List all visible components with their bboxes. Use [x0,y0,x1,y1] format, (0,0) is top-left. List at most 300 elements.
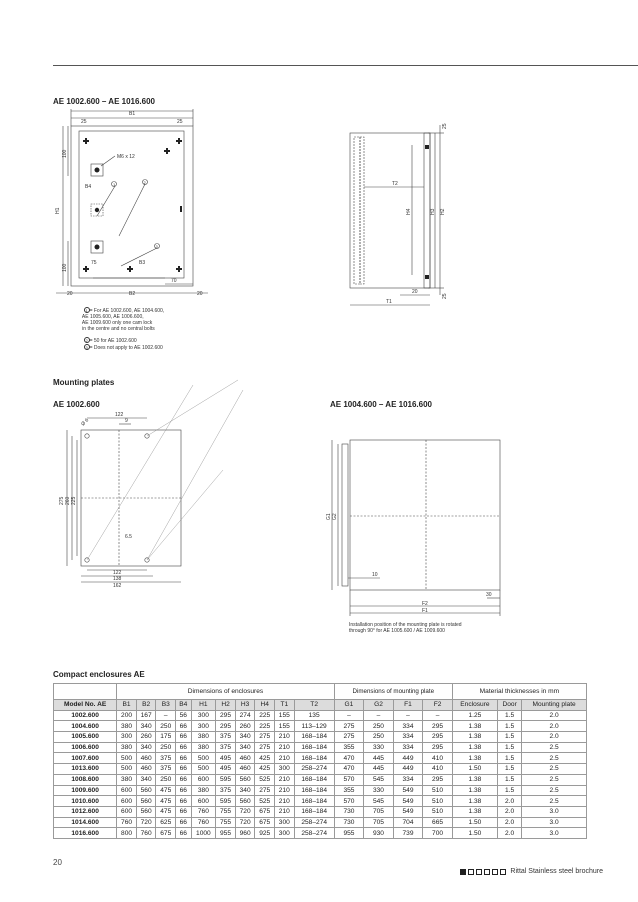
table-cell: 720 [235,817,255,828]
callout-2: 2 [143,180,146,185]
table-cell: 380 [191,785,216,796]
table-cell: 260 [136,732,156,743]
model-cell: 1006.600 [54,742,117,753]
table-cell: 380 [191,742,216,753]
table-cell: 549 [393,796,423,807]
dim-b3: B3 [139,260,146,266]
table-cell: 225 [255,721,275,732]
dim-162: 162 [113,583,122,589]
table-row [54,753,587,764]
table-cell: 380 [117,774,137,785]
model-cell: 1012.600 [54,806,117,817]
table-cell: 3.0 [522,806,587,817]
table-cell: 66 [176,742,191,753]
table-cell: 295 [423,721,453,732]
table-cell: 295 [423,774,453,785]
dim-70: 70 [171,278,177,284]
table-cell: 66 [176,796,191,807]
table-cell: 295 [216,721,236,732]
table-cell: 340 [136,742,156,753]
table-cell: 425 [255,764,275,775]
table-cell: 475 [156,785,176,796]
table-cell: 168–184 [294,796,334,807]
table-cell: 560 [235,796,255,807]
table-cell: 445 [364,764,394,775]
table-cell: 1.50 [452,764,497,775]
page-number: 20 [53,858,62,867]
table-cell: 2.0 [498,806,522,817]
dim-h4: H4 [406,208,412,215]
dim-122-top: 122 [115,412,124,418]
table-cell: 275 [255,785,275,796]
front-view-drawing [53,106,213,298]
table-cell: 260 [235,721,255,732]
table-cell: 3.0 [522,817,587,828]
column-header: B2 [136,700,156,711]
table-cell: 2.0 [498,828,522,839]
table-cell: 700 [423,828,453,839]
table-cell: 1.38 [452,721,497,732]
table-cell: 675 [255,817,275,828]
column-header: T2 [294,700,334,711]
table-row [54,721,587,732]
table-cell: 168–184 [294,742,334,753]
table-cell: 675 [156,828,176,839]
model-cell: 1010.600 [54,796,117,807]
table-cell: 210 [275,732,295,743]
table-cell: 210 [275,742,295,753]
column-header: H4 [255,700,275,711]
table-cell: 340 [235,742,255,753]
table-cell: 800 [117,828,137,839]
table-cell: 760 [117,817,137,828]
brand-square-icon [476,869,482,875]
dim-6-5: 6.5 [125,534,132,540]
table-cell: 375 [216,732,236,743]
column-header: G2 [364,700,394,711]
table-cell: 300 [191,710,216,721]
table-cell: 3.0 [522,828,587,839]
model-cell: 1005.600 [54,732,117,743]
table-cell: 570 [334,796,364,807]
column-header: F1 [393,700,423,711]
dim-20-right: 20 [197,291,203,297]
table-cell: 704 [393,817,423,828]
table-cell: 570 [334,774,364,785]
table-cell: 295 [216,710,236,721]
table-cell: 410 [423,753,453,764]
table-cell: 330 [364,742,394,753]
dim-t1: T1 [386,299,392,305]
table-cell: 155 [275,721,295,732]
table-cell: 475 [156,806,176,817]
group-blank [54,684,117,700]
table-cell: 113–129 [294,721,334,732]
table-cell: 730 [334,806,364,817]
column-header: T1 [275,700,295,711]
table-cell: 760 [191,817,216,828]
table-cell: 760 [191,806,216,817]
table-row [54,742,587,753]
table-cell: 955 [334,828,364,839]
table-cell: 595 [216,774,236,785]
table-cell: 66 [176,828,191,839]
table-cell: 375 [156,753,176,764]
dim-100-top: 100 [62,149,68,158]
table-cell: 720 [136,817,156,828]
table-cell: 460 [136,753,156,764]
table-cell: 1.38 [452,785,497,796]
table-cell: 510 [423,785,453,796]
dim-20-side: 20 [412,289,418,295]
table-cell: 449 [393,764,423,775]
table-cell: 275 [255,732,275,743]
table-cell: 449 [393,753,423,764]
group-header-mounting: Dimensions of mounting plate [334,684,452,700]
table-cell: 1.38 [452,796,497,807]
column-header: B4 [176,700,191,711]
table-cell: 1.50 [452,828,497,839]
table-cell: 1.5 [498,742,522,753]
table-cell: 375 [216,742,236,753]
table-cell: 300 [191,721,216,732]
table-cell: 66 [176,817,191,828]
table-cell: 2.5 [522,753,587,764]
model-cell: 1008.600 [54,774,117,785]
dim-h2: H2 [440,208,446,215]
label-m6: M6 x 12 [117,154,135,160]
table-cell: 2.0 [522,732,587,743]
table-row [54,710,587,721]
section-title-compact-enclosures: Compact enclosures AE [53,670,145,679]
table-cell: 1.5 [498,732,522,743]
table-cell: 275 [255,742,275,753]
callout-1: 1 [113,182,116,187]
table-cell: 300 [275,764,295,775]
table-cell: 340 [136,721,156,732]
dim-d6: Ø 6 [80,417,91,428]
mounting-plate-large-drawing [322,430,512,625]
dim-75: 75 [91,260,97,266]
table-cell: 340 [136,774,156,785]
dim-b1: B1 [129,111,136,117]
table-cell: 250 [156,742,176,753]
dim-25-bottom: 25 [442,293,448,299]
table-cell: 210 [275,785,295,796]
table-cell: 135 [294,710,334,721]
table-cell: 510 [423,796,453,807]
table-cell: 1.38 [452,774,497,785]
table-cell: 1.38 [452,753,497,764]
note-1-mark: 1 [85,308,88,313]
table-row [54,806,587,817]
table-cell: 2.0 [522,710,587,721]
table-cell: 930 [364,828,394,839]
table-cell: 295 [423,732,453,743]
table-cell: 445 [364,753,394,764]
dim-275: 275 [59,496,65,505]
table-cell: 300 [275,828,295,839]
table-cell: 925 [255,828,275,839]
table-cell: – [393,710,423,721]
table-cell: 720 [235,806,255,817]
table-cell: 545 [364,796,394,807]
group-header-enclosure: Dimensions of enclosures [117,684,334,700]
table-cell: 960 [235,828,255,839]
table-cell: 600 [117,796,137,807]
note-3 [78,338,163,357]
dim-122-bottom: 122 [113,570,122,576]
table-cell: 1.5 [498,774,522,785]
table-cell: 2.5 [522,785,587,796]
table-cell: 250 [156,721,176,732]
table-cell: 340 [235,732,255,743]
dim-25-right: 25 [177,119,183,125]
table-cell: 275 [334,721,364,732]
column-header: B1 [117,700,137,711]
column-header: G1 [334,700,364,711]
table-cell: 66 [176,721,191,732]
table-cell: 1.38 [452,806,497,817]
table-cell: 355 [334,785,364,796]
dim-b2: B2 [129,291,136,297]
table-cell: 1.38 [452,742,497,753]
table-cell: 705 [364,806,394,817]
table-row [54,828,587,839]
table-cell: 470 [334,753,364,764]
table-cell: 2.0 [498,796,522,807]
table-cell: 66 [176,774,191,785]
table-cell: 155 [275,710,295,721]
table-cell: 1.5 [498,785,522,796]
brand-square-icon [500,869,506,875]
dim-g1: G1 [326,513,332,520]
table-cell: 1.50 [452,817,497,828]
table-cell: 560 [136,785,156,796]
table-cell: 600 [191,774,216,785]
table-cell: 210 [275,774,295,785]
table-cell: 1.38 [452,732,497,743]
table-cell: 545 [364,774,394,785]
model-cell: 1002.600 [54,710,117,721]
table-row [54,764,587,775]
table-cell: 1.5 [498,753,522,764]
dim-t2: T2 [392,181,398,187]
table-cell: 200 [117,710,137,721]
dim-f1: F1 [422,608,428,614]
table-cell: 500 [191,753,216,764]
column-header: Enclosure [452,700,497,711]
table-body [54,710,587,838]
dim-225: 225 [71,496,77,505]
table-cell: 500 [117,764,137,775]
table-row [54,796,587,807]
table-cell: 250 [364,721,394,732]
table-cell: 460 [136,764,156,775]
dim-30: 30 [486,592,492,598]
model-cell: 1013.600 [54,764,117,775]
dim-b4: B4 [85,184,92,190]
table-cell: 600 [117,806,137,817]
specs-table [53,683,587,839]
table-cell: 210 [275,753,295,764]
mp-left-title: AE 1002.600 [53,400,100,409]
table-cell: 2.0 [522,721,587,732]
note-3-mark: 3 [85,345,88,350]
note-2-text: = 50 for AE 1002.600 [89,338,137,344]
dim-9: 9 [125,418,128,424]
table-cell: 525 [255,796,275,807]
table-cell: 355 [334,742,364,753]
brand-text: Rittal Stainless steel brochure [510,868,603,875]
table-cell: 525 [255,774,275,785]
dim-f2: F2 [422,601,428,607]
table-cell: 549 [393,806,423,817]
table-cell: 334 [393,732,423,743]
table-cell: 600 [191,796,216,807]
table-cell: 625 [156,817,176,828]
table-cell: 258–274 [294,828,334,839]
table-cell: 258–274 [294,764,334,775]
table-cell: 560 [136,806,156,817]
model-cell: 1009.600 [54,785,117,796]
table-cell: 275 [334,732,364,743]
table-cell: 760 [136,828,156,839]
table-cell: 250 [364,732,394,743]
section-title-enclosure-drawings: AE 1002.600 – AE 1016.600 [53,97,156,106]
table-cell: 739 [393,828,423,839]
table-cell: 56 [176,710,191,721]
table-cell: 334 [393,774,423,785]
table-row [54,785,587,796]
table-cell: 380 [117,721,137,732]
brand-square-icon [484,869,490,875]
table-cell: 470 [334,764,364,775]
table-cell: 1.25 [452,710,497,721]
table-cell: 475 [156,796,176,807]
table-cell: 560 [235,774,255,785]
table-cell: 66 [176,806,191,817]
column-header: H2 [216,700,236,711]
dim-260: 260 [65,496,71,505]
table-cell: 210 [275,806,295,817]
group-header-material: Material thicknesses in mm [452,684,586,700]
table-cell: 167 [136,710,156,721]
table-cell: 334 [393,721,423,732]
table-cell: – [156,710,176,721]
column-header: B3 [156,700,176,711]
table-cell: 300 [275,817,295,828]
table-cell: 168–184 [294,785,334,796]
table-cell: 500 [117,753,137,764]
table-cell: – [364,710,394,721]
table-cell: 549 [393,785,423,796]
table-cell: 375 [216,785,236,796]
note-3-text: = Does not apply to AE 1002.600 [89,345,163,351]
table-cell: 225 [255,710,275,721]
table-cell: 2.5 [522,764,587,775]
table-cell: 500 [191,764,216,775]
table-cell: 460 [235,753,255,764]
column-headers [54,700,587,711]
table-cell: 168–184 [294,732,334,743]
table-cell: 250 [156,774,176,785]
table-cell: 168–184 [294,774,334,785]
table-cell: 274 [235,710,255,721]
table-cell: 380 [117,742,137,753]
table-cell: – [423,710,453,721]
table-row [54,774,587,785]
table-cell: 705 [364,817,394,828]
table-cell: 460 [235,764,255,775]
table-cell: 210 [275,796,295,807]
dim-138: 138 [113,576,122,582]
column-header: H1 [191,700,216,711]
mounting-plate-small-drawing [53,410,243,590]
dim-10: 10 [372,572,378,578]
note-2-mark: 2 [85,338,88,343]
side-view-drawing [340,115,460,310]
note-1-text: = For AE 1002.600, AE 1004.600, AE 1005.600, AE 1006.600, AE 1009.600 only one cam lock in the centre and no central bolts [81,308,165,332]
dim-25-top: 25 [442,123,448,129]
table-cell: 755 [216,806,236,817]
table-cell: – [334,710,364,721]
table-cell: 600 [117,785,137,796]
table-cell: 755 [216,817,236,828]
model-cell: 1016.600 [54,828,117,839]
table-cell: 560 [136,796,156,807]
brand-footer [460,868,603,875]
mp-right-note: Installation position of the mounting plate is rotated through 90° for AE 1005.600 / AE 1009.600 [349,622,462,634]
brand-square-icon [492,869,498,875]
table-cell: 595 [216,796,236,807]
dim-100-bottom: 100 [62,263,68,272]
model-cell: 1004.600 [54,721,117,732]
table-cell: 330 [364,785,394,796]
table-cell: 340 [235,785,255,796]
column-header: F2 [423,700,453,711]
table-cell: 66 [176,785,191,796]
table-cell: 334 [393,742,423,753]
column-header: Mounting plate [522,700,587,711]
table-cell: 375 [156,764,176,775]
mp-right-title: AE 1004.600 – AE 1016.600 [330,400,433,409]
table-cell: 495 [216,753,236,764]
callout-3: 3 [155,244,158,249]
table-cell: 2.5 [522,774,587,785]
table-cell: 425 [255,753,275,764]
table-cell: 1.5 [498,710,522,721]
section-title-mounting-plates: Mounting plates [53,378,115,387]
table-cell: 66 [176,732,191,743]
table-cell: 1.5 [498,721,522,732]
table-cell: 1000 [191,828,216,839]
table-row [54,817,587,828]
table-row [54,732,587,743]
model-cell: 1014.600 [54,817,117,828]
table-cell: 1.5 [498,764,522,775]
table-cell: 2.0 [498,817,522,828]
table-cell: 510 [423,806,453,817]
table-cell: 175 [156,732,176,743]
column-header: Door [498,700,522,711]
brand-square-icon [468,869,474,875]
table-cell: 955 [216,828,236,839]
table-cell: 168–184 [294,753,334,764]
table-cell: 295 [423,742,453,753]
table-cell: 300 [117,732,137,743]
table-cell: 2.5 [522,742,587,753]
